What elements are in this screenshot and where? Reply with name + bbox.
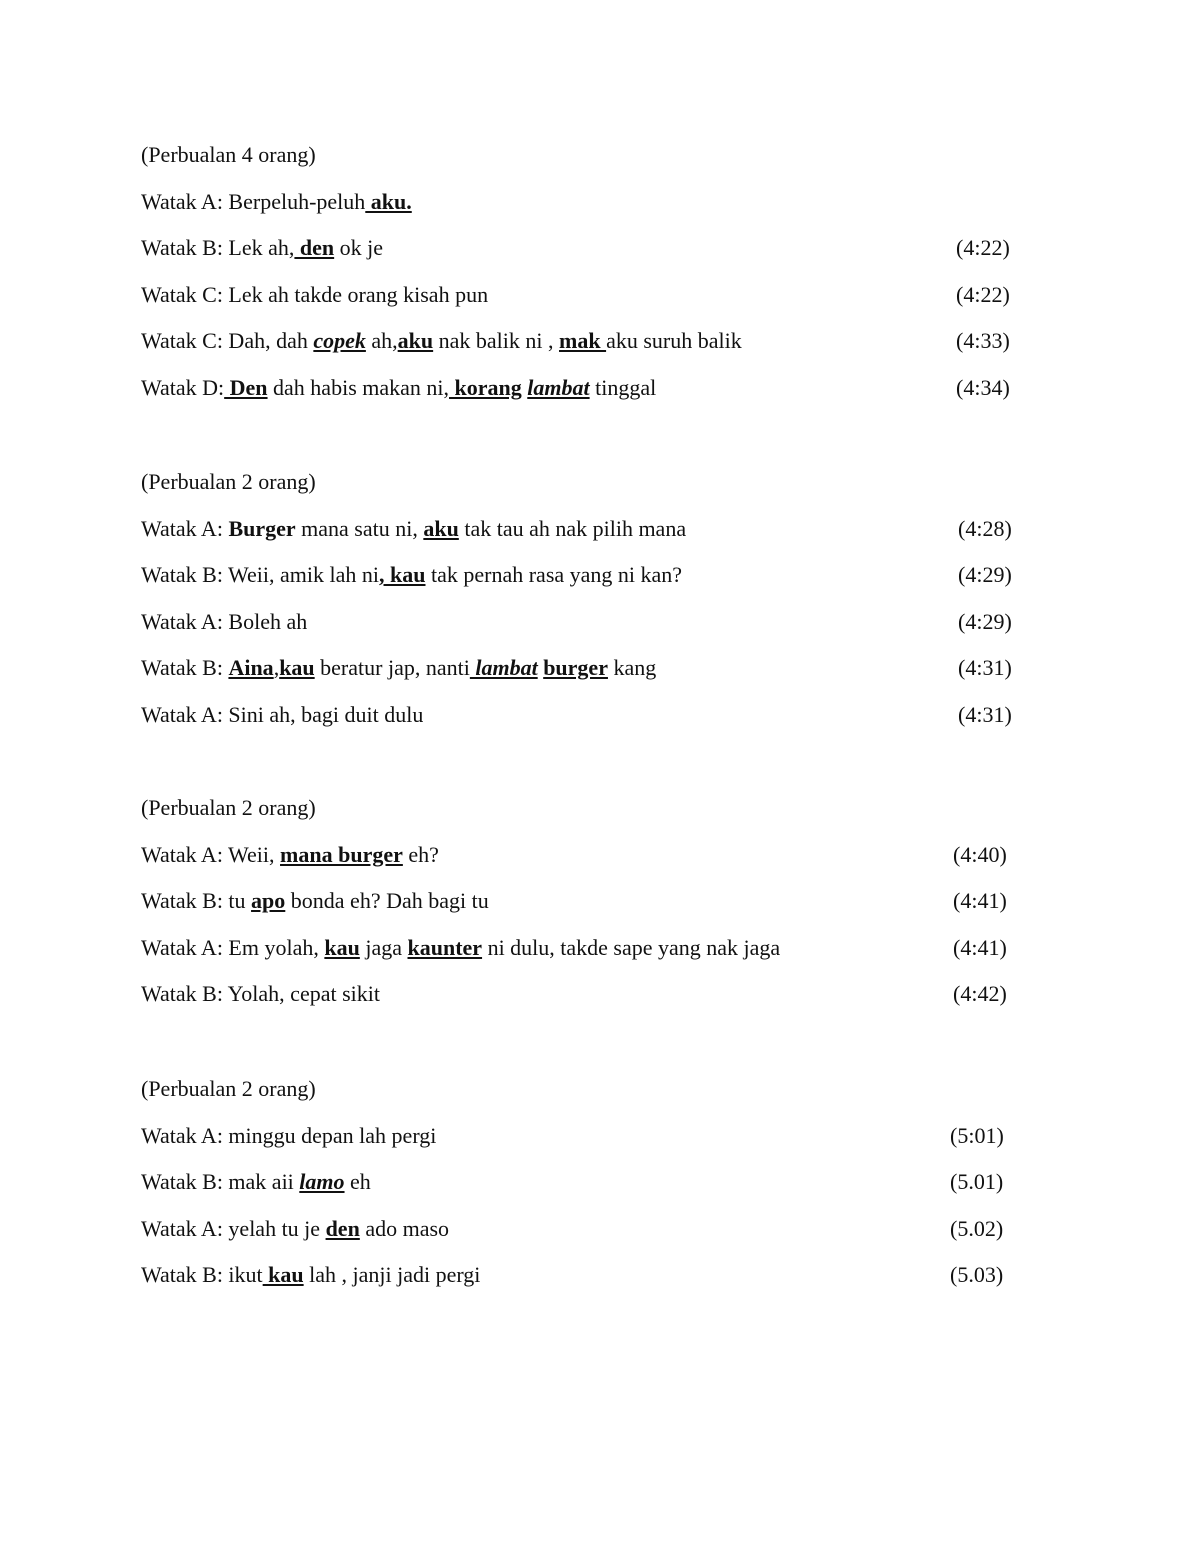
emphasized-word: kau: [279, 655, 315, 681]
text-run: Watak A: Sini ah, bagi duit dulu: [141, 702, 424, 727]
emphasized-word: aku: [397, 328, 434, 354]
text-run: eh?: [402, 841, 439, 867]
timestamp: (4:28): [958, 515, 1012, 541]
text-run: ok je: [334, 235, 384, 261]
dialogue-line: [141, 1260, 1021, 1290]
text-run: Watak B: mak aii: [141, 1169, 300, 1195]
text-run: Watak A: Berpeluh-peluh: [141, 188, 366, 214]
dialogue-line: [141, 1167, 1021, 1197]
dialogue-line: [141, 933, 1021, 963]
dialogue-text: [141, 979, 380, 1009]
text-run: ado maso: [359, 1215, 450, 1241]
text-run: Watak B: ikut: [141, 1262, 263, 1288]
emphasized-word: copek: [313, 328, 366, 354]
dialogue-line: [141, 840, 1021, 870]
text-run: tinggal: [589, 375, 657, 400]
dialogue-text: [141, 653, 656, 683]
text-run: bonda eh? Dah bagi tu: [285, 888, 489, 914]
dialogue-text: [141, 514, 686, 544]
text-run: Watak B: Weii, amik lah ni: [141, 562, 380, 588]
dialogue-line: [141, 514, 1021, 544]
text-run: Watak A: Em yolah,: [141, 934, 325, 960]
emphasized-word: Den: [224, 375, 268, 400]
text-run: Watak C: Lek ah takde orang kisah pun: [141, 281, 489, 307]
dialogue-line: [141, 1214, 1021, 1244]
emphasized-word: kau: [324, 934, 360, 960]
text-run: Watak A: Weii,: [141, 841, 281, 867]
emphasized-word: lamo: [299, 1169, 345, 1195]
dialogue-text: [141, 1214, 449, 1244]
dialogue-text: [141, 326, 742, 356]
text-run: Watak B: Yolah, cepat sikit: [141, 981, 380, 1007]
text-run: aku suruh balik: [606, 328, 742, 354]
timestamp: (4:22): [956, 235, 1010, 261]
dialogue-text: [141, 187, 412, 217]
timestamp: (4:41): [953, 934, 1007, 960]
dialogue-line: [141, 560, 1021, 590]
text-run: eh: [344, 1169, 371, 1195]
dialogue-line: [141, 233, 1021, 263]
text-run: Watak D:: [141, 375, 225, 400]
emphasized-word: , kau: [379, 562, 426, 588]
emphasized-word: Burger: [228, 515, 296, 541]
timestamp: (4:41): [953, 888, 1007, 914]
text-run: Watak A: Boleh ah: [141, 608, 308, 634]
emphasized-word: lambat: [527, 375, 590, 400]
dialogue-line: [141, 607, 1021, 637]
text-run: jaga: [359, 934, 408, 960]
dialogue-text: [141, 840, 439, 870]
dialogue-text: [141, 886, 489, 916]
emphasized-word: lambat: [469, 655, 538, 681]
section-heading: (Perbualan 2 orang): [141, 1076, 316, 1101]
text-run: Watak A: yelah tu je: [141, 1215, 326, 1241]
dialogue-text: [141, 700, 423, 730]
dialogue-text: [141, 607, 307, 637]
emphasized-word: aku.: [365, 188, 412, 214]
timestamp: (4:33): [956, 328, 1010, 354]
text-run: dah habis makan ni,: [267, 375, 450, 400]
text-run: beratur jap, nanti: [314, 655, 470, 681]
dialogue-text: [141, 933, 780, 963]
emphasized-word: burger: [543, 655, 608, 681]
text-run: lah , janji jadi pergi: [303, 1262, 481, 1288]
dialogue-line: [141, 886, 1021, 916]
timestamp: (5.03): [950, 1262, 1004, 1288]
timestamp: (4:31): [958, 655, 1012, 681]
emphasized-word: mak: [559, 328, 607, 354]
emphasized-word: den: [294, 235, 335, 261]
text-run: Watak B: Lek ah,: [141, 235, 295, 261]
dialogue-line: [141, 187, 1021, 217]
timestamp: (5.02): [950, 1215, 1004, 1241]
dialogue-text: [141, 373, 656, 403]
dialogue-text: [141, 233, 383, 263]
emphasized-word: apo: [251, 888, 286, 914]
timestamp: (5.01): [950, 1169, 1004, 1195]
dialogue-text: [141, 560, 682, 590]
section-heading: (Perbualan 4 orang): [141, 142, 316, 167]
timestamp: (4:22): [956, 281, 1010, 307]
emphasized-word: aku: [423, 515, 459, 541]
text-run: Watak A: minggu depan lah pergi: [141, 1122, 437, 1148]
emphasized-word: mana burger: [280, 841, 403, 867]
timestamp: (4:29): [958, 608, 1012, 634]
text-run: mana satu ni,: [295, 515, 424, 541]
text-run: kang: [607, 655, 657, 681]
emphasized-word: korang: [449, 375, 522, 400]
section-heading: (Perbualan 2 orang): [141, 469, 316, 494]
timestamp: (4:34): [956, 375, 1010, 400]
text-run: tak tau ah nak pilih mana: [458, 515, 687, 541]
dialogue-text: [141, 280, 488, 310]
emphasized-word: kaunter: [407, 934, 483, 960]
text-run: Watak C: Dah, dah: [141, 328, 314, 354]
emphasized-word: kau: [262, 1262, 304, 1288]
timestamp: (4:40): [953, 841, 1007, 867]
emphasized-word: Aina: [228, 655, 274, 681]
dialogue-text: [141, 1121, 436, 1151]
timestamp: (4:29): [958, 562, 1012, 588]
dialogue-line: [141, 1121, 1021, 1151]
dialogue-line: [141, 373, 1021, 403]
timestamp: (4:42): [953, 981, 1007, 1007]
dialogue-text: [141, 1167, 371, 1197]
timestamp: (4:31): [958, 702, 1012, 727]
text-run: ni dulu, takde sape yang nak jaga: [482, 934, 781, 960]
text-run: ,: [273, 655, 280, 681]
dialogue-line: [141, 700, 1021, 730]
text-run: ah,: [365, 328, 398, 354]
timestamp: (5:01): [950, 1122, 1004, 1148]
text-run: Watak B: tu: [141, 888, 252, 914]
text-run: tak pernah rasa yang ni kan?: [425, 562, 683, 588]
dialogue-line: [141, 653, 1021, 683]
dialogue-text: [141, 1260, 480, 1290]
text-run: nak balik ni ,: [433, 328, 560, 354]
emphasized-word: den: [325, 1215, 360, 1241]
dialogue-line: [141, 979, 1021, 1009]
dialogue-line: [141, 326, 1021, 356]
section-heading: (Perbualan 2 orang): [141, 795, 316, 820]
text-run: Watak B:: [141, 655, 229, 681]
dialogue-line: [141, 280, 1021, 310]
text-run: Watak A:: [141, 515, 229, 541]
